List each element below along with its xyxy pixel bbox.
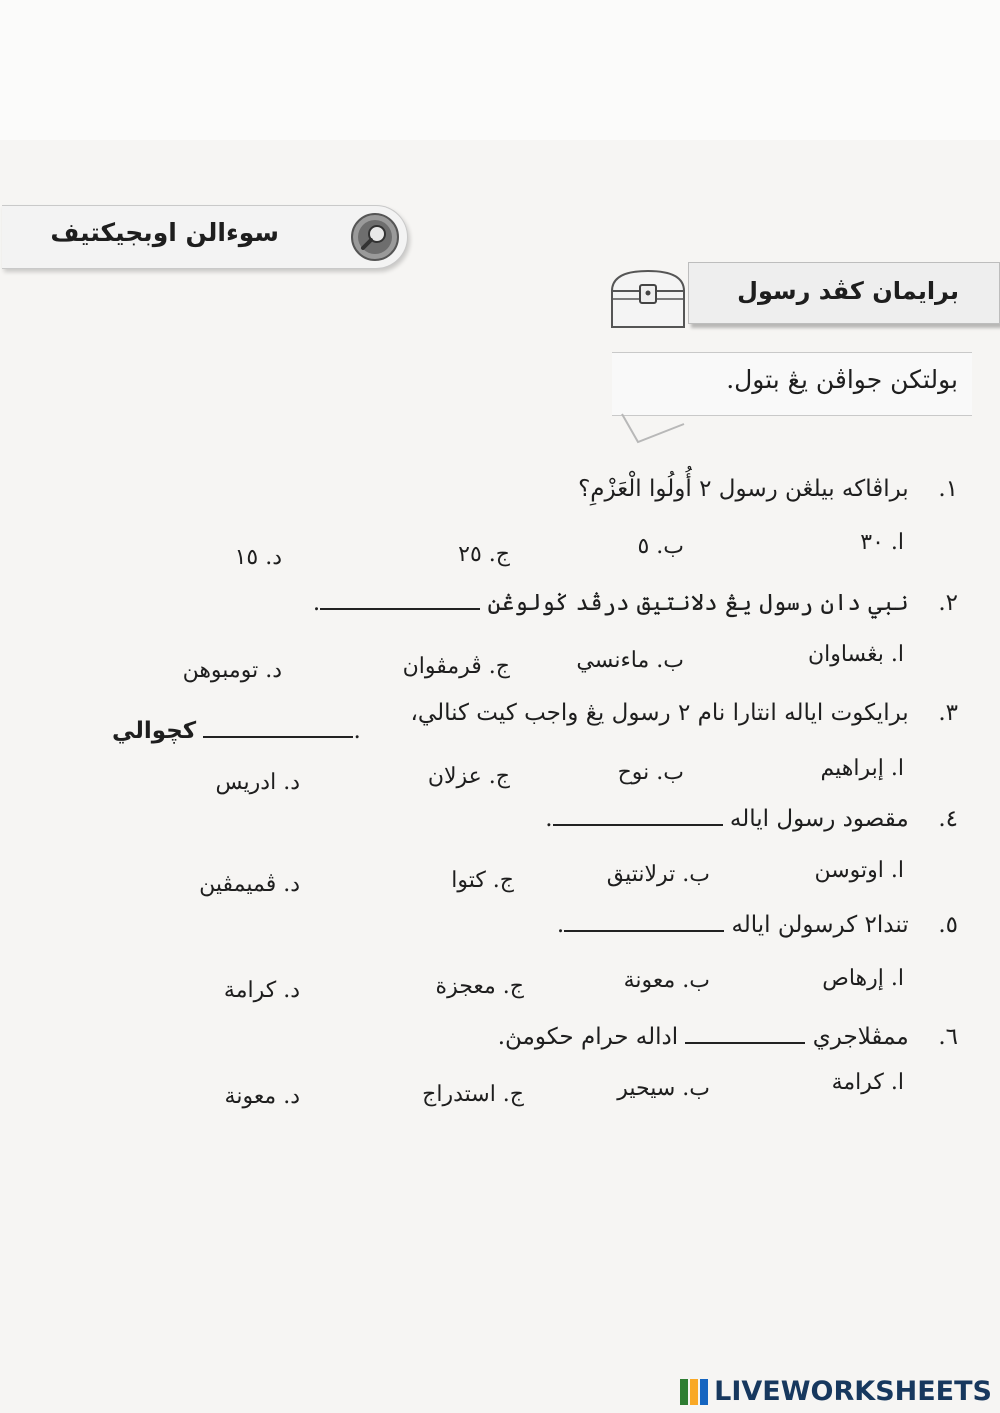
option-b[interactable]: ب. ترلانتيق [606, 862, 710, 887]
answer-blank[interactable] [203, 718, 353, 738]
option-b[interactable]: ب. نوح [617, 760, 684, 785]
emphasis-word: كچوالي [112, 718, 197, 744]
section-banner [2, 205, 408, 269]
option-c[interactable]: ج. معجزة [435, 974, 524, 999]
option-b[interactable]: ب. سيحير [617, 1076, 710, 1101]
liveworksheets-logo-icon [680, 1379, 708, 1405]
option-c[interactable]: ج. كتوا [451, 868, 514, 893]
question-1 [578, 476, 958, 502]
option-a[interactable]: ا. اوتوسن [814, 858, 904, 883]
question-number: ٢. [938, 590, 958, 616]
option-d[interactable]: د. كرامة [223, 978, 300, 1003]
speech-tail-icon [618, 412, 688, 446]
treasure-chest-icon [606, 265, 690, 331]
page-top-margin [0, 0, 1000, 140]
question-number: ٤. [938, 806, 958, 832]
question-text: برايكوت اياله انتارا نام ٢ رسول يڠ واجب كيت كنالي، [410, 700, 909, 726]
option-a[interactable]: ا. بڠساوان [807, 642, 904, 667]
option-c[interactable]: ج. ڤرمڤوان [402, 654, 510, 679]
option-c[interactable]: ج. ٢٥ [458, 542, 510, 567]
question-text: مقصود رسول اياله [729, 806, 909, 832]
question-text: نبي دان رسول يڠ دلانتيق درڤد ݢولوڠن [487, 590, 909, 616]
option-b[interactable]: ب. معونة [623, 968, 710, 993]
answer-blank[interactable] [564, 912, 724, 932]
question-3 [410, 700, 958, 726]
question-number: ٦. [938, 1024, 958, 1050]
option-d[interactable]: د. ادريس [215, 770, 300, 795]
instruction-box [612, 352, 972, 416]
option-a[interactable]: ا. إرهاص [822, 966, 904, 991]
question-number: ٥. [938, 912, 958, 938]
answer-blank[interactable] [320, 590, 480, 610]
liveworksheets-brand [714, 1376, 992, 1408]
question-number: ٣. [938, 700, 958, 726]
option-a[interactable]: ا. كرامة [831, 1070, 904, 1095]
answer-blank[interactable] [685, 1024, 805, 1044]
option-d[interactable]: د. تومبوهن [182, 658, 282, 683]
option-a[interactable]: ا. إبراهيم [820, 756, 904, 781]
option-c[interactable]: ج. عزلان [427, 764, 510, 789]
question-text: تندا٢ كرسولن اياله [731, 912, 909, 938]
topic-title: برايمان كڤد رسول [737, 277, 959, 305]
question-suffix: . [312, 590, 321, 616]
question-suffix: . [556, 912, 565, 938]
question-2 [313, 590, 958, 616]
answer-blank[interactable] [553, 806, 723, 826]
question-suffix: . [545, 806, 553, 832]
question-text: براڤاكه بيلڠن رسول ٢ أُولُوا الْعَزْمِ؟ [578, 476, 909, 502]
question-number: ١. [938, 476, 958, 502]
option-d[interactable]: د. ١٥ [234, 545, 282, 570]
question-3-line-2 [112, 718, 361, 744]
question-suffix: . [353, 718, 361, 744]
section-title: سوءالن اوبجيكتيف [50, 218, 279, 247]
option-c[interactable]: ج. استدراج [422, 1082, 524, 1107]
question-6 [498, 1024, 958, 1050]
option-d[interactable]: د. معونة [224, 1084, 300, 1109]
question-text: ممڤلاجري [812, 1024, 909, 1050]
option-b[interactable]: ب. ٥ [637, 534, 684, 559]
option-b[interactable]: ب. ماءنسي [576, 648, 684, 673]
question-5 [557, 912, 958, 938]
option-a[interactable]: ا. ٣٠ [860, 530, 904, 555]
question-suffix: اداله حرام حكومڽ. [497, 1024, 679, 1050]
topic-header [688, 262, 1000, 324]
question-4 [545, 806, 958, 832]
magnifier-icon [349, 211, 401, 263]
instruction-text: بولتكن جواڤن يڠ بتول. [726, 365, 958, 394]
option-d[interactable]: د. ڤميمڤين [199, 872, 300, 897]
brand-name: LIVEWORKSHEETS [714, 1376, 992, 1407]
